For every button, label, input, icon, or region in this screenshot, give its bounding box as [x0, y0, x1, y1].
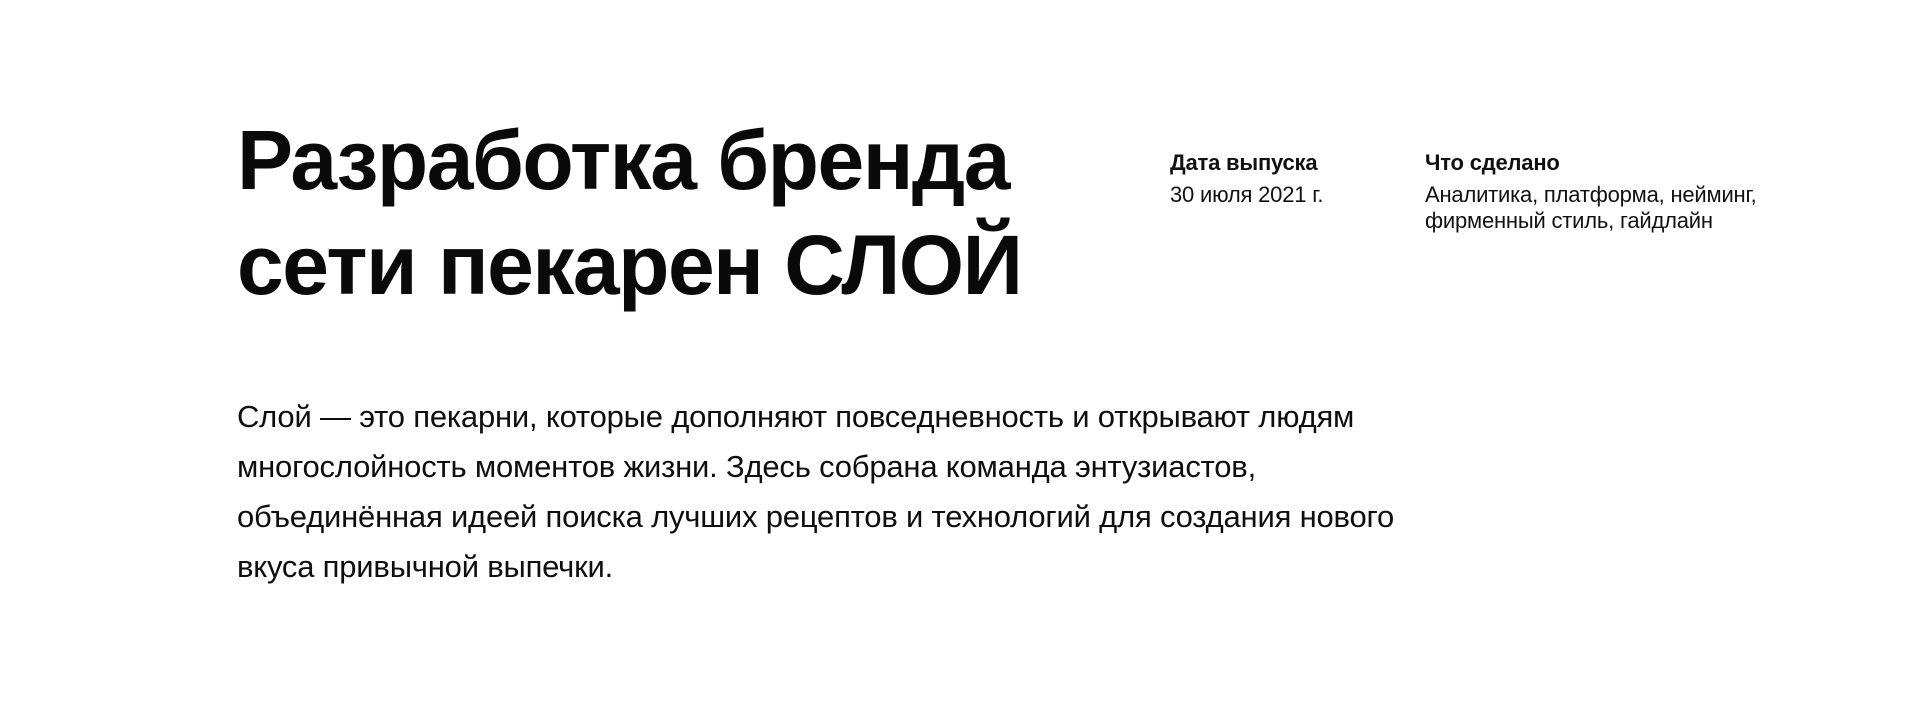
work-done-block [1425, 150, 1760, 234]
release-date-value: 30 июля 2021 г. [1170, 182, 1324, 207]
project-meta [1170, 150, 1760, 234]
page-title-line-1: Разработка бренда [237, 113, 1009, 207]
release-date-block [1170, 150, 1425, 208]
release-date-label: Дата выпуска [1170, 150, 1318, 175]
work-done-value: Аналитика, платформа, нейминг, фирменный стиль, гайдлайн [1425, 182, 1757, 233]
page-title [237, 108, 1021, 318]
work-done-label: Что сделано [1425, 150, 1560, 175]
page-title-line-2: сети пекарен СЛОЙ [237, 218, 1022, 312]
intro-paragraph: Слой — это пекарни, которые дополняют повседневность и открывают людям многослойность моментов жизни. Здесь собрана команда энтузиастов, объединённая идеей поиска лучших рецептов и технологий для создания нового вкуса привычной выпечки. [237, 399, 1394, 584]
